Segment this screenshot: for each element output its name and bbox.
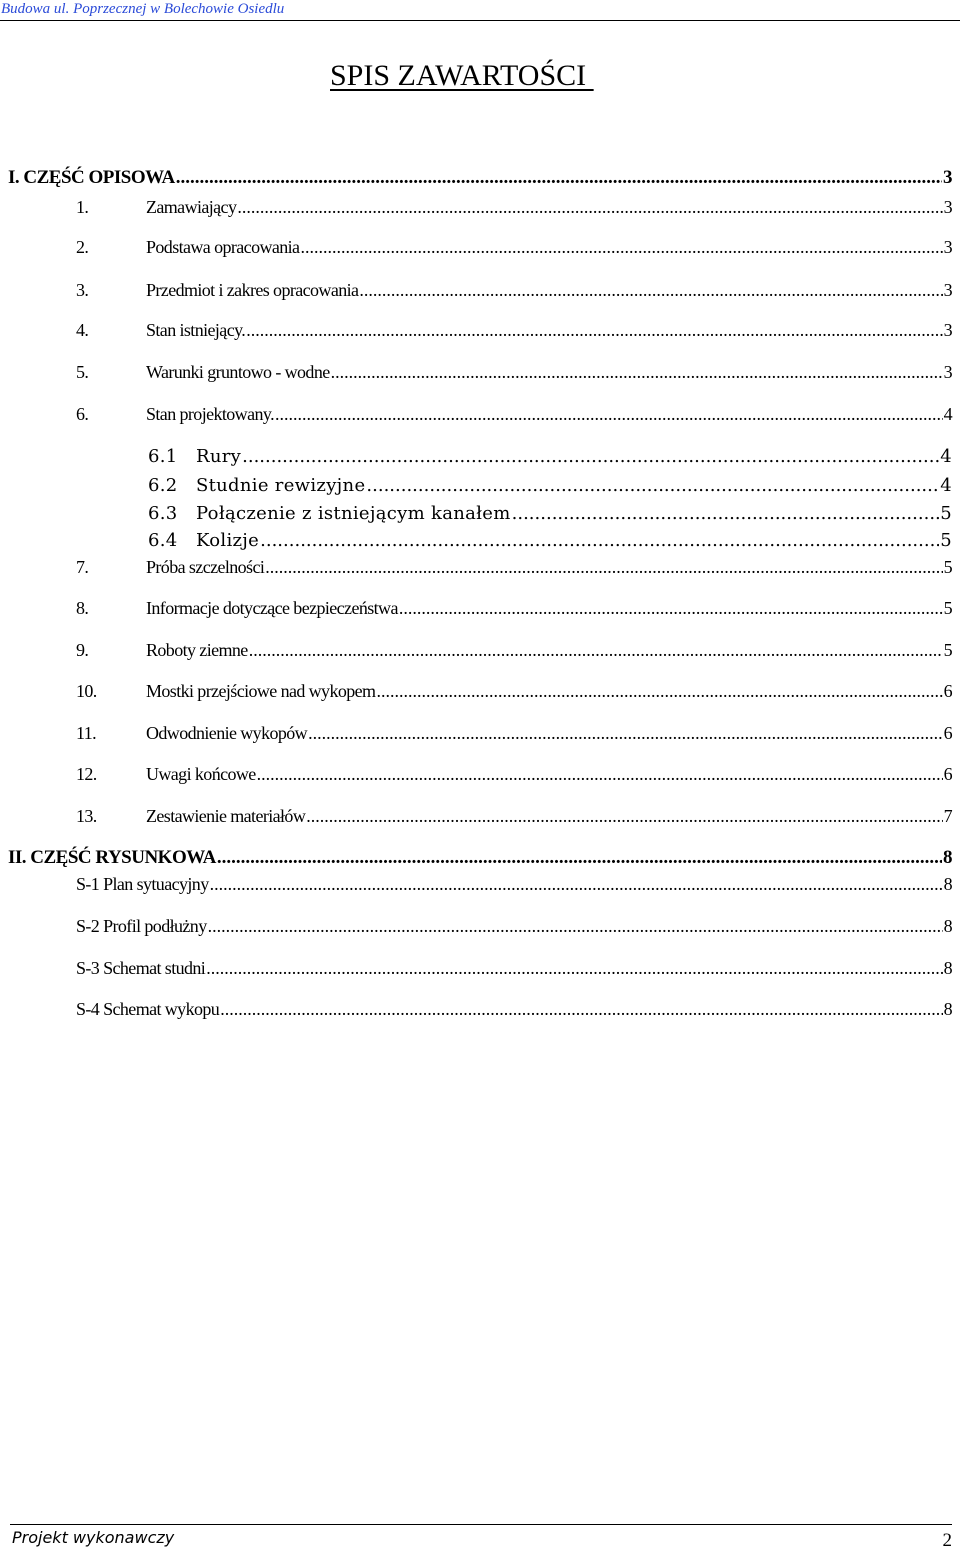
toc-page-number: 8 (943, 874, 952, 894)
toc-leader-dots (210, 874, 943, 895)
page-number: 2 (942, 1530, 952, 1551)
toc-subitem-label: Połączenie z istniejącym kanałem (196, 503, 511, 524)
toc-leader-dots (237, 197, 942, 218)
toc-leader-dots (208, 916, 943, 937)
toc-page-number: 8 (943, 999, 952, 1019)
toc-item[interactable] (76, 362, 952, 383)
toc-subitem[interactable] (148, 530, 952, 551)
toc-page-number: 3 (943, 197, 952, 217)
toc-page-number: 7 (943, 806, 952, 826)
toc-item-label: Stan projektowany. (146, 404, 275, 424)
toc-subitem-label: Kolizje (196, 530, 260, 551)
toc-item-number: 6. (76, 404, 89, 424)
page-footer (10, 1524, 952, 1551)
toc-leader-dots (176, 167, 942, 189)
toc-leader-dots (300, 237, 942, 258)
toc-leader-dots (257, 764, 943, 785)
document-title: SPIS ZAWARTOŚCI (330, 59, 594, 92)
toc-leader-dots (249, 640, 943, 661)
toc-subitem[interactable] (148, 475, 952, 496)
toc-part-1[interactable] (8, 167, 952, 189)
toc-leader-dots (275, 404, 943, 425)
toc-page-number: 8 (943, 958, 952, 978)
toc-item[interactable] (76, 557, 952, 578)
toc-leader-dots (359, 280, 942, 301)
toc-item-number: 8. (76, 598, 89, 618)
toc-item-label: Uwagi końcowe (146, 764, 256, 784)
toc-subitem[interactable] (148, 446, 952, 467)
toc-item-label: Zestawienie materiałów (146, 806, 306, 826)
toc-page-number: 5 (940, 530, 952, 551)
toc-drawing-label: S-2 Profil podłużny (76, 916, 207, 936)
toc-page-number: 5 (943, 640, 952, 660)
toc-item[interactable] (76, 320, 952, 341)
toc-subitem-label: Studnie rewizyjne (196, 475, 366, 496)
toc-drawing[interactable] (76, 916, 952, 937)
toc-page-number: 6 (943, 764, 952, 784)
toc-item-number: 12. (76, 764, 97, 784)
toc-page-number: 6 (943, 723, 952, 743)
toc-leader-dots (308, 723, 943, 744)
toc-page-number: 5 (943, 598, 952, 618)
toc-page-number: 3 (943, 362, 952, 382)
page-header (0, 0, 960, 21)
toc-subitem[interactable] (148, 503, 952, 524)
toc-drawing[interactable] (76, 958, 952, 979)
toc-page-number: 4 (940, 446, 952, 467)
toc-item-number: 2. (76, 237, 89, 257)
toc-item[interactable] (76, 197, 952, 218)
toc-page-number: 5 (943, 557, 952, 577)
header-text: Budowa ul. Poprzecznej w Bolechowie Osiedlu (1, 1, 285, 17)
toc-item-number: 13. (76, 806, 97, 826)
toc-page-number: 4 (943, 404, 952, 424)
toc-page-number: 6 (943, 681, 952, 701)
toc-leader-dots (376, 681, 942, 702)
toc-item-label: Warunki gruntowo - wodne (146, 362, 330, 382)
toc-subitem-number: 6.1 (148, 446, 178, 467)
toc-page-number: 3 (943, 237, 952, 257)
toc-leader-dots (331, 362, 943, 383)
toc-item-number: 11. (76, 723, 97, 743)
toc-item-label: Zamawiający (146, 197, 237, 217)
toc-page-number: 3 (943, 320, 952, 340)
toc-page-number: 5 (940, 503, 952, 524)
toc-item[interactable] (76, 681, 952, 702)
toc-item-number: 1. (76, 197, 89, 217)
toc-item-label: Mostki przejściowe nad wykopem (146, 681, 376, 701)
toc-drawing[interactable] (76, 874, 952, 895)
toc-drawing[interactable] (76, 999, 952, 1020)
toc-page-number: 4 (940, 475, 952, 496)
toc-part-2[interactable] (8, 847, 952, 869)
toc-item-label: Informacje dotyczące bezpieczeństwa (146, 598, 398, 618)
toc-item-label: Roboty ziemne (146, 640, 248, 660)
toc-page-number: 3 (943, 167, 952, 188)
toc-subitem-label: Rury (196, 446, 242, 467)
footer-text: Projekt wykonawczy (12, 1528, 175, 1547)
toc-leader-dots (366, 475, 939, 496)
toc-item[interactable] (76, 598, 952, 619)
toc-item-label: Stan istniejący. (146, 320, 246, 340)
toc-subitem-number: 6.2 (148, 475, 178, 496)
toc-item[interactable] (76, 404, 952, 425)
toc-item[interactable] (76, 237, 952, 258)
toc-item-label: Podstawa opracowania (146, 237, 300, 257)
toc-drawing-label: S-4 Schemat wykopu (76, 999, 220, 1019)
toc-leader-dots (260, 530, 939, 551)
toc-leader-dots (206, 958, 942, 979)
toc-item[interactable] (76, 640, 952, 661)
toc-item-label: Odwodnienie wykopów (146, 723, 308, 743)
toc-item-number: 3. (76, 280, 89, 300)
toc-page-number: 8 (943, 847, 952, 868)
toc-item-number: 7. (76, 557, 89, 577)
toc-page-number: 3 (943, 280, 952, 300)
toc-item[interactable] (76, 280, 952, 301)
toc-item-number: 9. (76, 640, 89, 660)
toc-item-number: 10. (76, 681, 97, 701)
toc-item[interactable] (76, 764, 952, 785)
toc-leader-dots (512, 503, 940, 524)
toc-drawing-label: S-3 Schemat studni (76, 958, 206, 978)
toc-page-number: 8 (943, 916, 952, 936)
toc-subitem-number: 6.3 (148, 503, 178, 524)
toc-leader-dots (242, 446, 939, 467)
toc-leader-dots (220, 999, 942, 1020)
toc-subitem-number: 6.4 (148, 530, 178, 551)
toc-leader-dots (306, 806, 942, 827)
toc-item[interactable] (76, 806, 952, 827)
toc-part-label: I. CZĘŚĆ OPISOWA (8, 167, 175, 188)
toc-item-label: Próba szczelności (146, 557, 265, 577)
toc-leader-dots (265, 557, 942, 578)
toc-part-label: II. CZĘŚĆ RYSUNKOWA (8, 847, 216, 868)
toc-leader-dots (217, 847, 942, 869)
toc-leader-dots (399, 598, 943, 619)
toc-leader-dots (246, 320, 942, 341)
toc-item-number: 4. (76, 320, 89, 340)
toc-item-label: Przedmiot i zakres opracowania (146, 280, 359, 300)
toc-item-number: 5. (76, 362, 89, 382)
toc-item[interactable] (76, 723, 952, 744)
toc-drawing-label: S-1 Plan sytuacyjny (76, 874, 209, 894)
